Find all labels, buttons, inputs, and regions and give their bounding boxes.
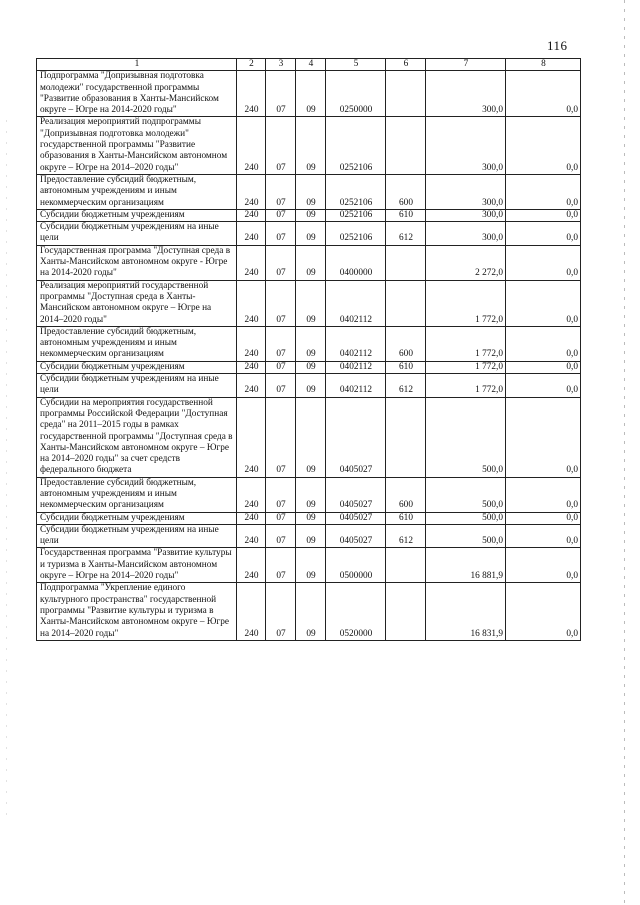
row-target-article-cell: 0252106 (326, 209, 386, 221)
table-row (37, 280, 581, 326)
row-subsection-cell: 09 (296, 374, 326, 398)
row-name-cell: Государственная программа "Доступная среда в Ханты-Мансийском автономном округе - Югре на 2014-2020 годы" (37, 245, 237, 280)
row-amount-cell: 500,0 (426, 397, 506, 477)
column-header: 6 (386, 59, 426, 71)
row-amount-cell: 0,0 (506, 477, 581, 512)
row-code-cell: 240 (237, 280, 266, 326)
row-amount-cell: 0,0 (506, 174, 581, 209)
row-expense-type-cell: 612 (386, 524, 426, 548)
table-row (37, 117, 581, 174)
budget-table (36, 58, 581, 641)
row-amount-cell: 1 772,0 (426, 280, 506, 326)
row-amount-cell: 0,0 (506, 524, 581, 548)
row-name-cell: Предоставление субсидий бюджетным, автономным учреждениям и иным некоммерческим организациям (37, 477, 237, 512)
row-name-cell: Субсидии бюджетным учреждениям на иные цели (37, 524, 237, 548)
row-amount-cell: 0,0 (506, 117, 581, 174)
row-code-cell: 240 (237, 209, 266, 221)
row-section-cell: 07 (266, 361, 296, 373)
column-header: 8 (506, 59, 581, 71)
row-code-cell: 240 (237, 512, 266, 524)
row-amount-cell: 0,0 (506, 326, 581, 361)
row-code-cell: 240 (237, 245, 266, 280)
row-name-cell: Субсидии бюджетным учреждениям (37, 209, 237, 221)
row-expense-type-cell: 600 (386, 174, 426, 209)
table-row (37, 524, 581, 548)
row-target-article-cell: 0252106 (326, 222, 386, 246)
row-target-article-cell: 0402112 (326, 361, 386, 373)
row-expense-type-cell (386, 548, 426, 583)
column-header: 5 (326, 59, 386, 71)
row-section-cell: 07 (266, 374, 296, 398)
row-amount-cell: 16 881,9 (426, 548, 506, 583)
row-subsection-cell: 09 (296, 548, 326, 583)
row-code-cell: 240 (237, 361, 266, 373)
row-expense-type-cell: 610 (386, 512, 426, 524)
row-expense-type-cell (386, 245, 426, 280)
row-code-cell: 240 (237, 117, 266, 174)
row-section-cell: 07 (266, 583, 296, 640)
row-code-cell: 240 (237, 583, 266, 640)
row-expense-type-cell (386, 280, 426, 326)
row-target-article-cell: 0402112 (326, 374, 386, 398)
row-amount-cell: 1 772,0 (426, 361, 506, 373)
row-target-article-cell: 0405027 (326, 477, 386, 512)
row-subsection-cell: 09 (296, 174, 326, 209)
row-amount-cell: 300,0 (426, 71, 506, 117)
row-amount-cell: 1 772,0 (426, 374, 506, 398)
row-amount-cell: 500,0 (426, 524, 506, 548)
table-row (37, 583, 581, 640)
row-code-cell: 240 (237, 374, 266, 398)
row-section-cell: 07 (266, 117, 296, 174)
row-amount-cell: 1 772,0 (426, 326, 506, 361)
row-name-cell: Реализация мероприятий государственной программы "Доступная среда в Ханты-Мансийском автономном округе – Югре на 2014–2020 годы" (37, 280, 237, 326)
row-subsection-cell: 09 (296, 397, 326, 477)
scan-edge-right (624, 0, 625, 905)
row-subsection-cell: 09 (296, 524, 326, 548)
table-row (37, 326, 581, 361)
column-header: 4 (296, 59, 326, 71)
row-amount-cell: 0,0 (506, 397, 581, 477)
row-name-cell: Субсидии бюджетным учреждениям на иные цели (37, 222, 237, 246)
row-code-cell: 240 (237, 524, 266, 548)
row-code-cell: 240 (237, 326, 266, 361)
row-section-cell: 07 (266, 524, 296, 548)
row-target-article-cell: 0405027 (326, 397, 386, 477)
page-number: 116 (547, 38, 568, 53)
row-code-cell: 240 (237, 397, 266, 477)
row-name-cell: Субсидии на мероприятия государственной программы Российской Федерации "Доступная среда" на 2011–2015 годы в рамках государственной программы "Доступная среда в Ханты-Мансийском автономном округе – Югре на 2014–2020 годы" за счет средств федерального бюджета (37, 397, 237, 477)
row-subsection-cell: 09 (296, 71, 326, 117)
row-target-article-cell: 0402112 (326, 280, 386, 326)
table-row (37, 548, 581, 583)
row-name-cell: Субсидии бюджетным учреждениям на иные цели (37, 374, 237, 398)
row-target-article-cell: 0252106 (326, 174, 386, 209)
row-expense-type-cell: 610 (386, 361, 426, 373)
row-subsection-cell: 09 (296, 245, 326, 280)
table-row (37, 512, 581, 524)
row-target-article-cell: 0520000 (326, 583, 386, 640)
row-subsection-cell: 09 (296, 209, 326, 221)
row-expense-type-cell (386, 397, 426, 477)
row-section-cell: 07 (266, 245, 296, 280)
row-amount-cell: 0,0 (506, 548, 581, 583)
row-section-cell: 07 (266, 477, 296, 512)
row-code-cell: 240 (237, 174, 266, 209)
row-code-cell: 240 (237, 222, 266, 246)
row-section-cell: 07 (266, 548, 296, 583)
row-expense-type-cell (386, 117, 426, 174)
table-row (37, 477, 581, 512)
row-amount-cell: 0,0 (506, 361, 581, 373)
row-expense-type-cell (386, 71, 426, 117)
column-header: 1 (37, 59, 237, 71)
table-row (37, 397, 581, 477)
row-amount-cell: 0,0 (506, 280, 581, 326)
row-section-cell: 07 (266, 280, 296, 326)
column-header: 2 (237, 59, 266, 71)
row-expense-type-cell: 610 (386, 209, 426, 221)
row-section-cell: 07 (266, 222, 296, 246)
row-expense-type-cell (386, 583, 426, 640)
row-expense-type-cell: 600 (386, 477, 426, 512)
table-row (37, 222, 581, 246)
table-row (37, 374, 581, 398)
row-expense-type-cell: 612 (386, 222, 426, 246)
row-section-cell: 07 (266, 71, 296, 117)
row-target-article-cell: 0402112 (326, 326, 386, 361)
row-subsection-cell: 09 (296, 361, 326, 373)
row-amount-cell: 0,0 (506, 512, 581, 524)
row-code-cell: 240 (237, 548, 266, 583)
row-target-article-cell: 0250000 (326, 71, 386, 117)
row-name-cell: Субсидии бюджетным учреждениям (37, 361, 237, 373)
row-section-cell: 07 (266, 174, 296, 209)
column-header: 3 (266, 59, 296, 71)
scan-edge-left (6, 120, 7, 820)
row-section-cell: 07 (266, 326, 296, 361)
table-row (37, 245, 581, 280)
row-amount-cell: 300,0 (426, 174, 506, 209)
row-subsection-cell: 09 (296, 477, 326, 512)
row-amount-cell: 300,0 (426, 209, 506, 221)
row-subsection-cell: 09 (296, 222, 326, 246)
row-name-cell: Государственная программа "Развитие культуры и туризма в Ханты-Мансийском автономном округе – Югре на 2014–2020 годы" (37, 548, 237, 583)
row-subsection-cell: 09 (296, 512, 326, 524)
row-code-cell: 240 (237, 71, 266, 117)
row-amount-cell: 16 831,9 (426, 583, 506, 640)
table-row (37, 174, 581, 209)
row-section-cell: 07 (266, 209, 296, 221)
column-header: 7 (426, 59, 506, 71)
row-name-cell: Предоставление субсидий бюджетным, автономным учреждениям и иным некоммерческим организациям (37, 174, 237, 209)
row-target-article-cell: 0252106 (326, 117, 386, 174)
row-code-cell: 240 (237, 477, 266, 512)
row-name-cell: Подпрограмма "Укрепление единого культурного пространства" государственной программы "Развитие культуры и туризма в Ханты-Мансийском автономном округе – Югре на 2014–2020 годы" (37, 583, 237, 640)
row-expense-type-cell: 600 (386, 326, 426, 361)
row-subsection-cell: 09 (296, 583, 326, 640)
row-amount-cell: 500,0 (426, 477, 506, 512)
row-section-cell: 07 (266, 512, 296, 524)
row-name-cell: Субсидии бюджетным учреждениям (37, 512, 237, 524)
table-header-row (37, 59, 581, 71)
row-amount-cell: 0,0 (506, 245, 581, 280)
row-amount-cell: 0,0 (506, 209, 581, 221)
row-amount-cell: 0,0 (506, 71, 581, 117)
table-row (37, 209, 581, 221)
row-target-article-cell: 0405027 (326, 524, 386, 548)
row-target-article-cell: 0500000 (326, 548, 386, 583)
row-amount-cell: 300,0 (426, 117, 506, 174)
row-expense-type-cell: 612 (386, 374, 426, 398)
row-amount-cell: 300,0 (426, 222, 506, 246)
row-subsection-cell: 09 (296, 117, 326, 174)
row-target-article-cell: 0400000 (326, 245, 386, 280)
row-subsection-cell: 09 (296, 326, 326, 361)
table-row (37, 361, 581, 373)
row-amount-cell: 2 272,0 (426, 245, 506, 280)
row-amount-cell: 0,0 (506, 222, 581, 246)
row-section-cell: 07 (266, 397, 296, 477)
row-amount-cell: 0,0 (506, 583, 581, 640)
row-name-cell: Предоставление субсидий бюджетным, автономным учреждениям и иным некоммерческим организациям (37, 326, 237, 361)
row-target-article-cell: 0405027 (326, 512, 386, 524)
row-name-cell: Реализация мероприятий подпрограммы "Допризывная подготовка молодежи" государственной программы "Развитие образования в Ханты-Мансийском автономном округе – Югре на 2014–2020 годы" (37, 117, 237, 174)
row-name-cell: Подпрограмма "Допризывная подготовка молодежи" государственной программы "Развитие образования в Ханты-Мансийском округе – Югре на 2014-2020 годы" (37, 71, 237, 117)
row-amount-cell: 0,0 (506, 374, 581, 398)
row-amount-cell: 500,0 (426, 512, 506, 524)
table-row (37, 71, 581, 117)
row-subsection-cell: 09 (296, 280, 326, 326)
